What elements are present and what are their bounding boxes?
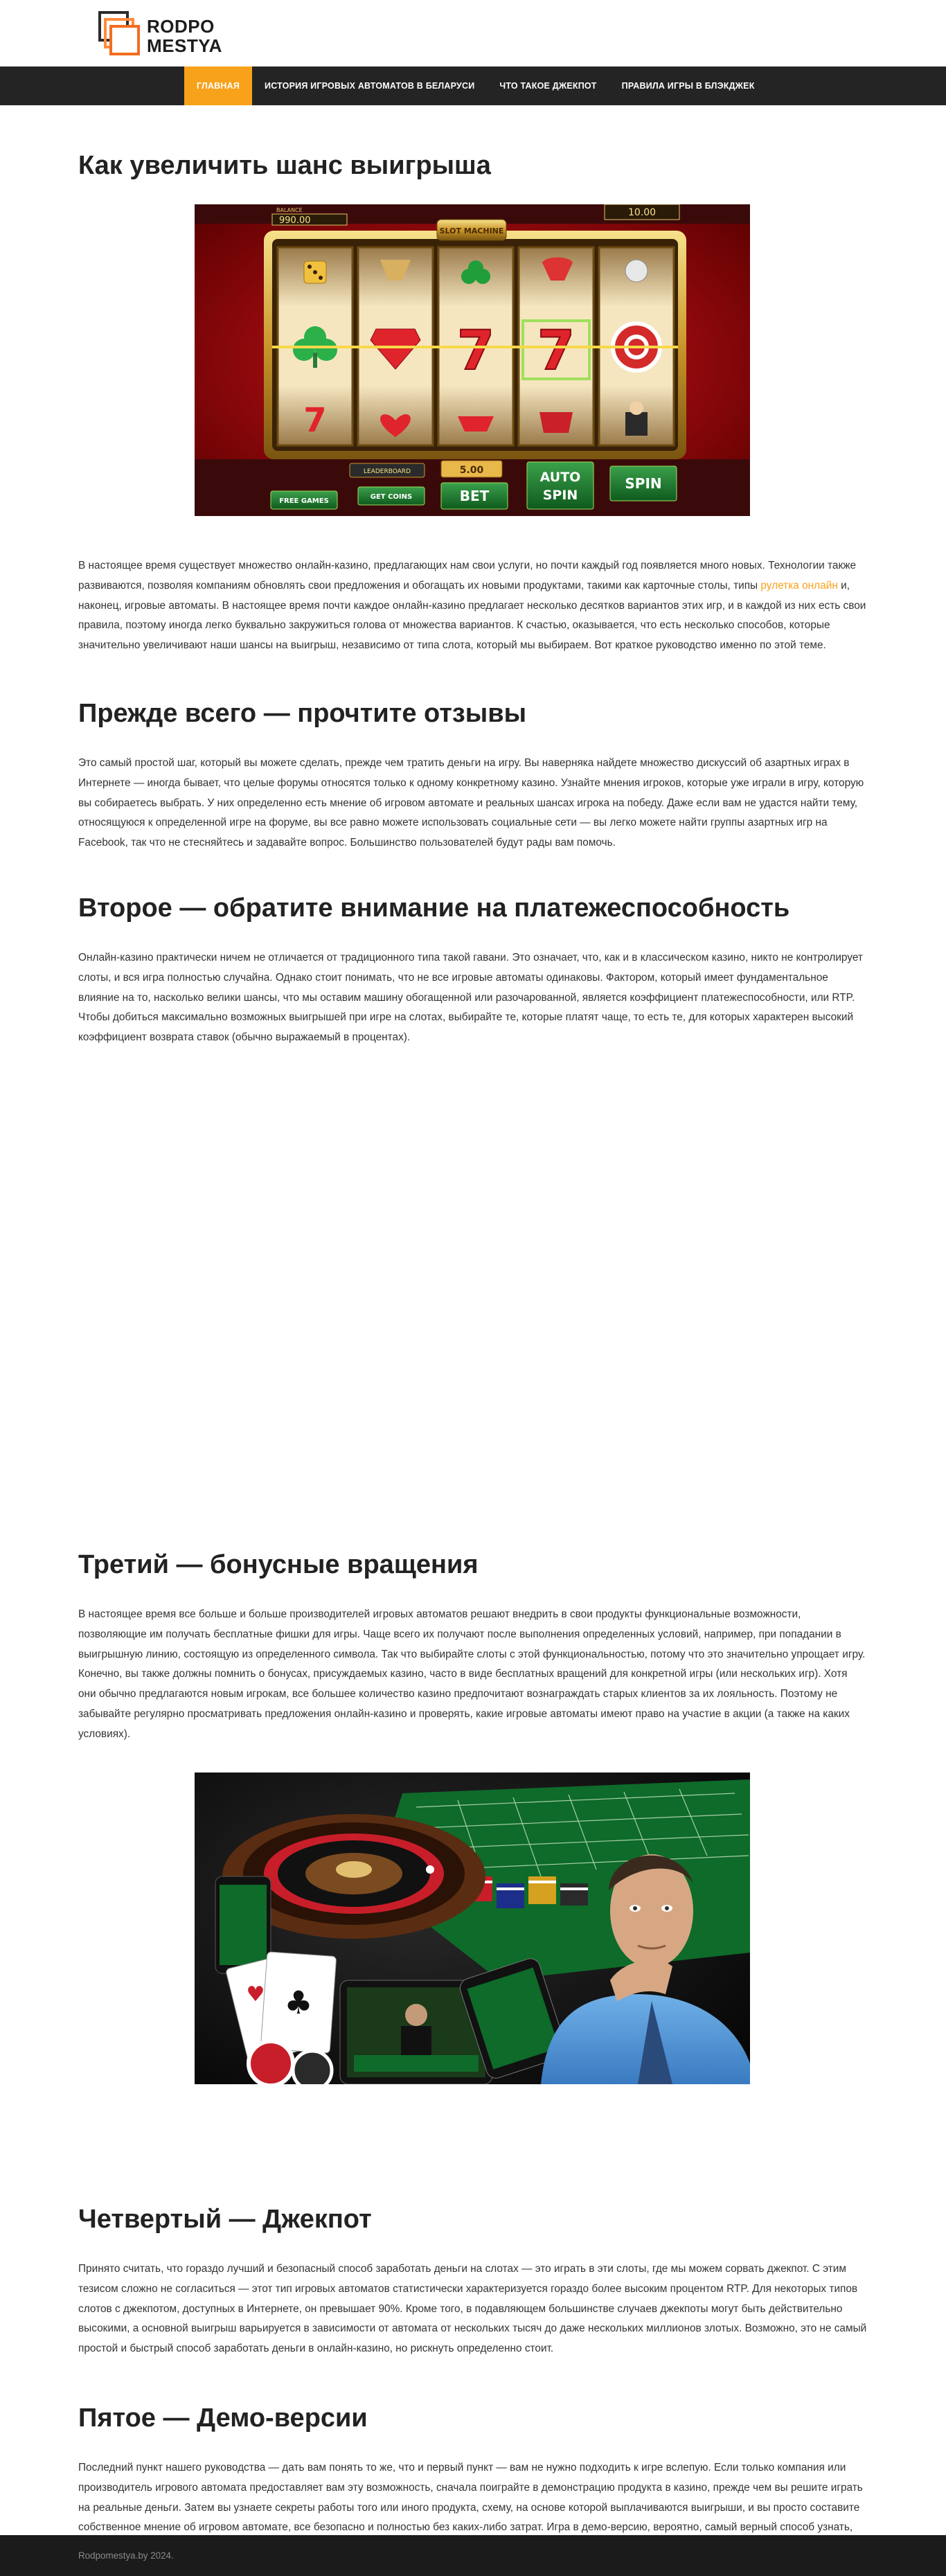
- paragraph-solvency: Онлайн-казино практически ничем не отличается от традиционного типа такой гавани. Это означает, что, как и в классическом казино, никто не контролирует слоты, и вся игра полностью случайна. Однако стоит понимать, что не все игровые автоматы одинаковы. Фактором, который имеет фундаментальное влияние на то, насколько велики шансы, что мы оставим машину обогащенной или разочарованной, является коэффициент платежеспособности, или RTP. Чтобы добиться максимально возможных выигрышей при игре на слотах, выбирайте те, которые платят чаще, то есть те, для которых характерен высокий коэффициент возврата ставок (обычно выражаемый в процентах).: [78, 952, 863, 1044]
- logo-line-1: RODPO: [147, 16, 215, 37]
- logo-icon: [96, 10, 136, 55]
- site-header: [0, 0, 946, 66]
- spin-label: SPIN: [542, 488, 578, 503]
- nav-item-history[interactable]: ИСТОРИЯ ИГРОВЫХ АВТОМАТОВ В БЕЛАРУСИ: [265, 81, 475, 91]
- roulette-casino-image: [195, 1773, 750, 2084]
- site-logo[interactable]: [96, 10, 234, 58]
- logo-line-2: MESTYA: [147, 35, 222, 56]
- nav-item-blackjack[interactable]: ПРАВИЛА ИГРЫ В БЛЭКДЖЕК: [621, 81, 755, 91]
- logo-text: [147, 17, 222, 55]
- balance-value: 990.00: [279, 215, 311, 226]
- balance-label: BALANCE: [276, 207, 303, 213]
- bet-button: BET: [459, 488, 490, 504]
- intro-text-2: и, наконец, игровые автоматы. В настоящее время почти каждое онлайн-казино предлагает несколько десятков вариантов этих игр, и в каждой из них есть свои правила, поэтому иногда легко буквально закружиться голова от множества вариантов. К счастью, оказывается, что есть несколько способов, которые значительно увеличивают наши шансы на выигрыш, независимо от типа слота, который мы выбираем. Вот краткое руководство именно по этой теме.: [78, 579, 866, 652]
- svg-text:♥: ♥: [246, 1982, 265, 2007]
- heading-bonus-spins: Третий — бонусные вращения: [78, 1550, 479, 1579]
- paragraph-bonus-spins: В настоящее время все больше и больше производителей игровых автоматов решают внедрить в свои продукты функциональные возможности, позволяющие им получать бесплатные фишки для игры. Чаще всего их получают после выполнения определенных условий, например, при попадании в выигрышную линию, состоящую из определенного символа. Так что выбирайте слоты с этой функциональностью, потому что это значительно упрощает игру. Конечно, вы также должны помнить о бонусах, присуждаемых казино, часто в виде бесплатных вращений для конкретной игры (или нескольких игр). Хотя они обычно предлагаются новым игрокам, все большее количество казино предпочитают вознаграждать старых клиентов за их лояльность. Поэтому не забывайте регулярно просматривать предложения онлайн-казино и проверять, какие игровые автоматы имеют право на участие в акции (а также на каких условиях).: [78, 1608, 866, 1740]
- heading-solvency: Второе — обратите внимание на платежеспособность: [78, 894, 790, 923]
- svg-text:7: 7: [303, 401, 327, 440]
- slot-machine-image: [195, 204, 750, 516]
- paragraph-intro: [78, 556, 868, 656]
- heading-reviews: Прежде всего — прочтите отзывы: [78, 699, 527, 728]
- auto-label: AUTO: [539, 470, 581, 485]
- bet-top-value: 10.00: [628, 207, 657, 218]
- heading-jackpot: Четвертый — Джекпот: [78, 2205, 372, 2234]
- heading-demo: Пятое — Демо-версии: [78, 2404, 368, 2433]
- svg-text:♣: ♣: [284, 1984, 313, 2021]
- slot-header-text: SLOT MACHINE: [439, 226, 504, 236]
- paragraph-jackpot: Принято считать, что гораздо лучший и безопасный способ заработать деньги на слотах — это играть в эти слоты, где мы можем сорвать джекпот. С этим тезисом сложно не согласиться — этот тип игровых автоматов статистически характеризуется гораздо более высоким процентом RTP. Для некоторых типов слотов с джекпотом, доступных в Интернете, он превышает 90%. Кроме того, в подавляющем большинстве случаев джекпоты могут быть действительно высокими, а основной выигрыш варьируется в зависимости от автомата от нескольких тысяч до даже нескольких миллионов злотых. Возможно, это не самый простой и быстрый способ заработать деньги в онлайн-казино, но рискнуть определенно стоит.: [78, 2263, 867, 2355]
- svg-text:7: 7: [456, 320, 495, 382]
- svg-text:7: 7: [537, 320, 575, 382]
- bet-amount: 5.00: [459, 465, 484, 476]
- nav-item-jackpot[interactable]: ЧТО ТАКОЕ ДЖЕКПОТ: [499, 81, 597, 91]
- paragraph-demo: Последний пункт нашего руководства — дать вам понять то же, что и первый пункт — вам не нужно подходить к игре вслепую. Если только компания или производитель игрового автомата предоставляет вам эту возможность, сначала поиграйте в демонстрацию продукта в казино, прежде чем вы решите играть на реальные деньги. Затем вы узнаете секреты работы того или иного продукта, схему, на основе которой выплачиваются выигрыши, и вы просто составите собственное мнение об игровом автомате, все безопасно и полностью без каких-либо затрат. Игра в демо-версию, вероятно, самый верный способ узнать,: [78, 2462, 863, 2534]
- site-footer: [0, 2535, 946, 2576]
- get-coins-button: GET COINS: [370, 493, 413, 501]
- leaderboard-label: LEADERBOARD: [363, 468, 411, 475]
- nav-item-home[interactable]: ГЛАВНАЯ: [184, 66, 252, 105]
- free-games-button: FREE GAMES: [279, 497, 329, 505]
- page-title: Как увеличить шанс выигрыша: [78, 151, 491, 180]
- footer-copyright: Rodpomestya.by 2024.: [78, 2550, 174, 2561]
- main-navigation: [0, 66, 946, 105]
- intro-text-1: В настоящее время существует множество онлайн-казино, предлагающих нам свои услуги, но почти каждый год появляется много новых. Технологии также развиваются, позволяя компаниям обновлять свои предложения и обогащать их новыми продуктами, такими как карточные столы, типы: [78, 560, 857, 592]
- paragraph-reviews: Это самый простой шаг, который вы можете сделать, прежде чем тратить деньги на игру. Вы наверняка найдете множество дискуссий об азартных играх в Интернете — иногда бывает, что целые форумы относятся только к одному конкретному казино. Узнайте мнения игроков, которые уже играли в игру, которую вы собираетесь выбрать. У них определенно есть мнение об игровом автомате и реальных шансах игрока на победу. Даже если вам не удастся найти тему, относящуюся к определенной игре на форуме, вы все равно можете использовать социальные сети — вы легко можете найти группы азартных игр на Facebook, так что не стесняйтесь и задавайте вопрос. Большинство пользователей будут рады вам помочь.: [78, 757, 864, 849]
- spin-button: SPIN: [625, 475, 662, 492]
- roulette-link[interactable]: рулетка онлайн: [760, 579, 838, 592]
